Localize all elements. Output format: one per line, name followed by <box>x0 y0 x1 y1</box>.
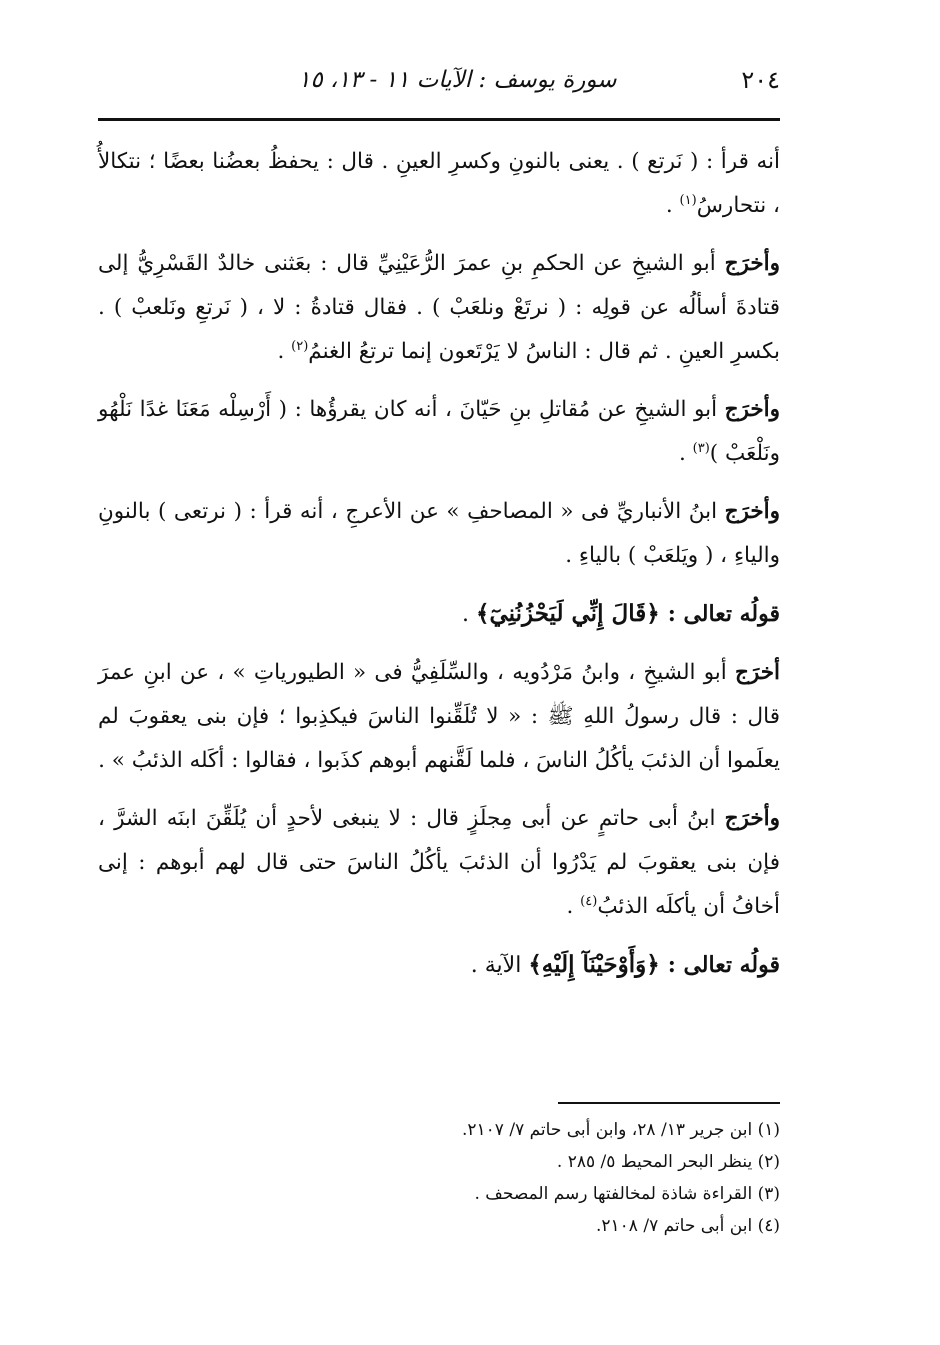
paragraph-6 <box>98 797 780 929</box>
paragraph-end: . <box>566 894 581 919</box>
footnote-ref: (٤) <box>580 893 598 909</box>
keyword: وأخرَج <box>724 397 780 422</box>
keyword: أخرَج <box>734 660 780 685</box>
page-number: ٢٠٤ <box>741 66 780 94</box>
heading-end: . <box>462 602 477 627</box>
keyword: وأخرَج <box>724 251 780 276</box>
footnote-ref: (٢) <box>291 338 309 354</box>
footnote: (٢) ينظر البحر المحيط ٥/ ٢٨٥ . <box>556 1152 780 1172</box>
footnote-ref: (١) <box>679 192 697 208</box>
quran-quote: ﴿قَالَ إِنِّي لَيَحْزُنُنِيٓ﴾ <box>476 600 668 627</box>
heading-lead: قولُه تعالى : <box>667 952 780 978</box>
page-header <box>98 60 780 100</box>
main-text <box>98 140 780 1002</box>
heading-lead: قولُه تعالى : <box>667 601 780 627</box>
keyword: وأخرَج <box>724 499 780 524</box>
paragraph-4 <box>98 490 780 578</box>
header-rule <box>98 118 780 121</box>
paragraph-end: . <box>678 441 693 466</box>
keyword: وأخرَج <box>724 806 780 831</box>
footnote-rule <box>558 1102 780 1104</box>
running-title: سورة يوسف : الآيات ١١ - ١٣، ١٥ <box>298 67 617 93</box>
footnote: (٣) القراءة شاذة لمخالفتها رسم المصحف . <box>474 1184 780 1204</box>
heading-end: الآية . <box>470 953 529 978</box>
paragraph-text: ابنُ أبى حاتمٍ عن أبى مِجلَزٍ قال : لا ينبغى لأحدٍ أن يُلَقِّنَ ابنَه الشرَّ ، فإن بنى يعقوبَ لم يَدْرُوا أن الذئبَ يأكُلُ الناسَ حتى قال لهم أبوهم : إنى أخافُ أن يأكلَه الذئبُ <box>98 806 780 919</box>
paragraph-text: أبو الشيخِ ، وابنُ مَرْدُويه ، والسِّلَفِيُّ فى « الطيورياتِ » ، عن ابنِ عمرَ قال : قال رسولُ اللهِ ﷺ : « لا تُلَقِّنوا الناسَ فيكذِبوا ؛ فإن بنى يعقوبَ لم يعلَموا أن الذئبَ يأكُلُ الناسَ ، فلما لَقَّنهم أبوهم كذَبوا ، فقالوا : أكَله الذئبُ » . <box>98 660 780 773</box>
footnotes <box>300 1114 780 1242</box>
paragraph-3 <box>98 388 780 476</box>
verse-heading-1 <box>98 592 780 637</box>
paragraph-text: ابنُ الأنباريِّ فى « المصاحفِ » عن الأعرجِ ، أنه قرأ : ( نرتعى ) بالنونِ والياءِ ، ( ويَلعَبْ ) بالياءِ . <box>98 499 780 568</box>
paragraph-5 <box>98 651 780 783</box>
paragraph-text: أنه قرأ : ( نَرتع ) . يعنى بالنونِ وكسرِ العينِ . قال : يحفظُ بعضُنا بعضًا ؛ نتكالأُ ، نتحارسُ <box>98 149 780 218</box>
paragraph-text: أبو الشيخِ عن الحكمِ بنِ عمرَ الرُّعَيْنِيِّ قال : بعَثنى خالدٌ القَسْرِيُّ إلى قتادةَ أسألُه عن قولِه : ( نرتَعْ ونلعَبْ ) . فقال قتادةُ : لا ، ( نَرتعِ ونَلعبْ ) . بكسرِ العينِ . ثم قال : الناسُ لا يَرْتَعون إنما ترتعُ الغنمُ <box>98 251 780 364</box>
paragraph-2 <box>98 242 780 374</box>
paragraph-text: أبو الشيخِ عن مُقاتلِ بنِ حَيّانَ ، أنه كان يقرؤُها : ( أَرْسِلْه مَعَنَا غدًا نَلْهُو ونَلْعَبْ ) <box>98 397 780 466</box>
footnote-ref: (٣) <box>692 440 710 456</box>
footnote: (٤) ابن أبى حاتم ٧/ ٢١٠٨. <box>595 1216 780 1236</box>
paragraph-1 <box>98 140 780 228</box>
paragraph-end: . <box>665 193 680 218</box>
verse-heading-2 <box>98 943 780 988</box>
footnote: (١) ابن جرير ١٣/ ٢٨، وابن أبى حاتم ٧/ ٢١٠٧. <box>462 1120 780 1140</box>
paragraph-end: . <box>277 339 292 364</box>
quran-quote: ﴿وَأَوْحَيْنَآ إِلَيْهِ﴾ <box>528 951 668 978</box>
